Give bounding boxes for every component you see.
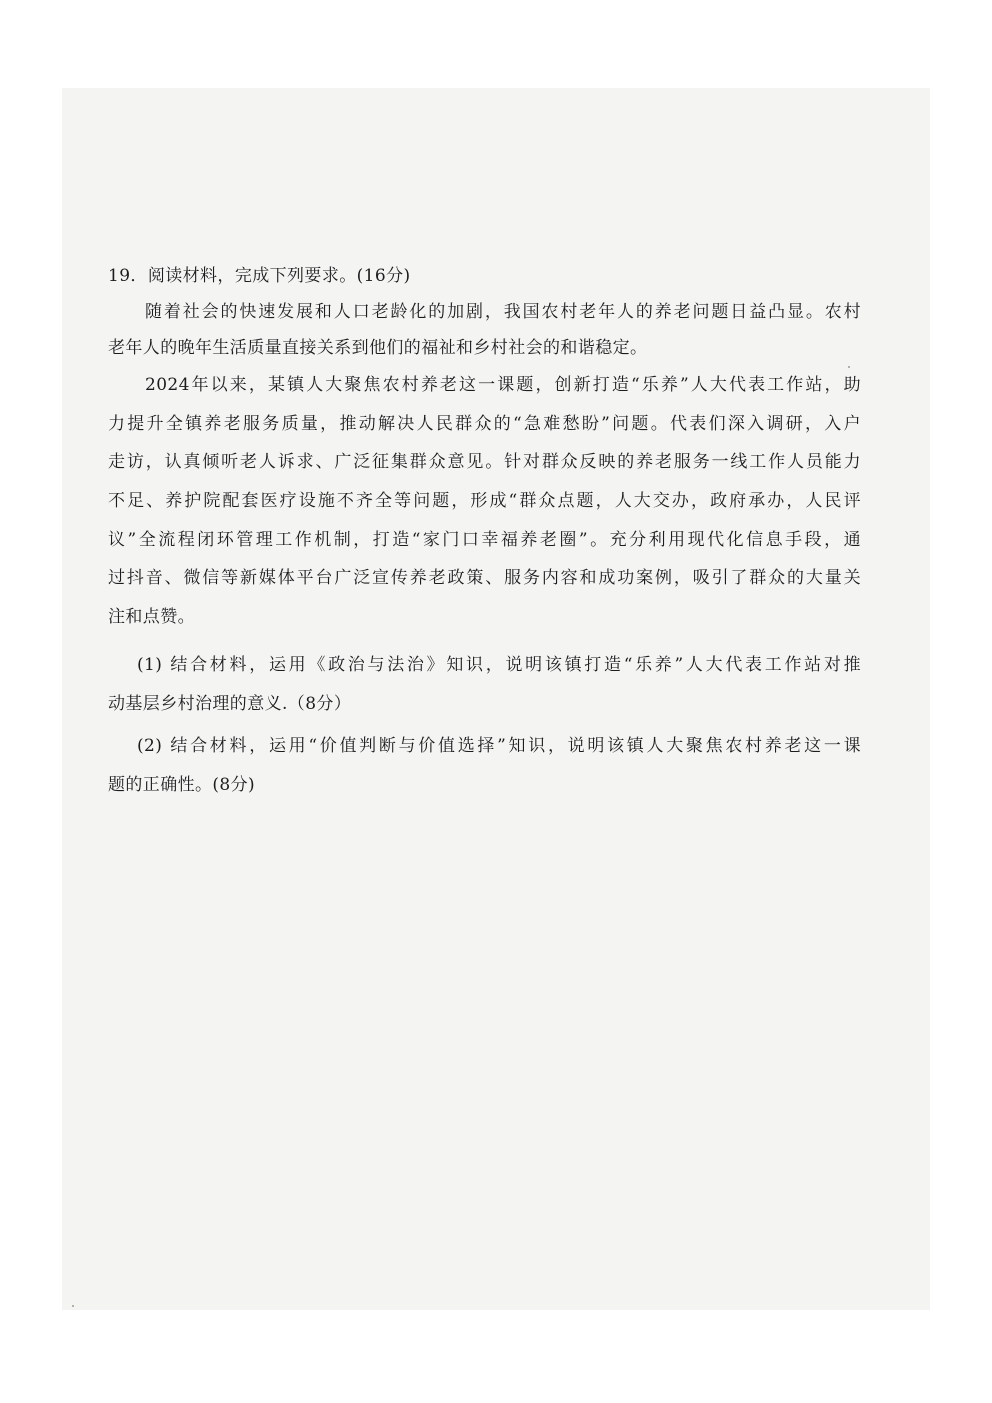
scan-speck — [72, 1305, 74, 1307]
paragraph-line: 2024年以来，某镇人大聚焦农村养老这一课题，创新打造“乐养”人大代表工作站，助 — [145, 375, 861, 395]
paragraph-line: 注和点赞。 — [108, 607, 195, 627]
paragraph-line: 随着社会的快速发展和人口老龄化的加剧，我国农村老年人的养老问题日益凸显。农村 — [145, 302, 861, 322]
sub-question-line: 题的正确性。(8分) — [108, 775, 256, 795]
paragraph-line: 走访，认真倾听老人诉求、广泛征集群众意见。针对群众反映的养老服务一线工作人员能力 — [108, 452, 861, 472]
paragraph-line: 过抖音、微信等新媒体平台广泛宣传养老政策、服务内容和成功案例，吸引了群众的大量关 — [108, 568, 861, 588]
sub-question-line: (1) 结合材料，运用《政治与法治》知识，说明该镇打造“乐养”人大代表工作站对推 — [137, 655, 861, 675]
paragraph-line: 老年人的晚年生活质量直接关系到他们的福祉和乡村社会的和谐稳定。 — [108, 338, 648, 358]
scan-speck — [848, 366, 850, 368]
sub-question-line: 动基层乡村治理的意义.（8分） — [108, 694, 352, 714]
question-heading: 19．阅读材料，完成下列要求。(16分) — [108, 266, 411, 286]
paragraph-line: 议”全流程闭环管理工作机制，打造“家门口幸福养老圈”。充分利用现代化信息手段，通 — [108, 530, 861, 550]
paragraph-line: 不足、养护院配套医疗设施不齐全等问题，形成“群众点题，人大交办，政府承办，人民评 — [108, 491, 861, 511]
sub-question-line: (2) 结合材料，运用“价值判断与价值选择”知识，说明该镇人大聚焦农村养老这一课 — [137, 736, 861, 756]
paragraph-line: 力提升全镇养老服务质量，推动解决人民群众的“急难愁盼”问题。代表们深入调研，入户 — [108, 414, 861, 434]
